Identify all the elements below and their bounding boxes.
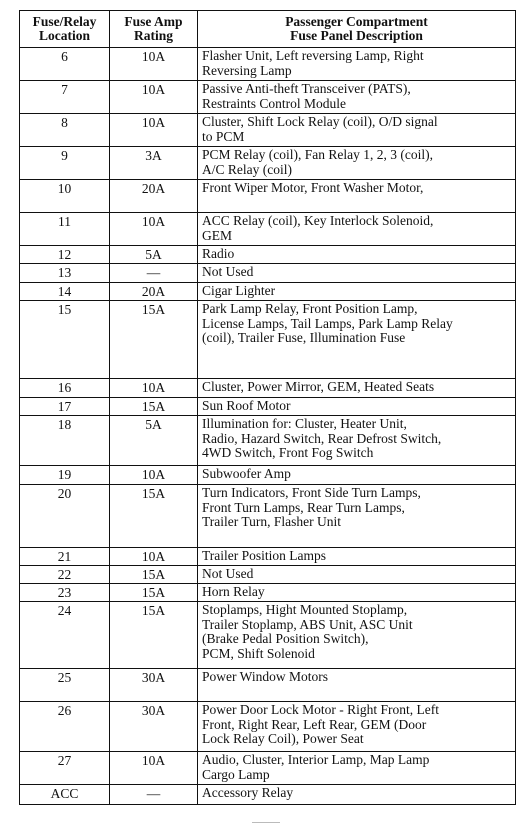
- fuse-location-cell: [20, 180, 110, 213]
- fuse-amp-cell: [110, 379, 198, 398]
- header-location-line-1: Fuse/Relay: [32, 14, 97, 29]
- fuse-description: Cluster, Power Mirror, GEM, Heated Seats: [198, 379, 516, 398]
- fuse-location-cell: [20, 48, 110, 81]
- fuse-amp-cell: [110, 147, 198, 180]
- fuse-amp-rating: 5A: [145, 417, 162, 432]
- fuse-amp-cell: [110, 81, 198, 114]
- fuse-description: Cluster, Shift Lock Relay (coil), O/D signal to PCM: [198, 114, 516, 147]
- fuse-location: 16: [57, 380, 72, 395]
- fuse-location: 20: [57, 486, 72, 501]
- fuse-description: ACC Relay (coil), Key Interlock Solenoid, GEM: [198, 213, 516, 246]
- fuse-description: Sun Roof Motor: [198, 398, 516, 416]
- fuse-amp-cell: [110, 180, 198, 213]
- table-row: [20, 114, 516, 147]
- fuse-location: 25: [57, 670, 72, 685]
- fuse-location-cell: [20, 379, 110, 398]
- fuse-amp-rating: 15A: [141, 486, 166, 501]
- fuse-amp-cell: [110, 584, 198, 602]
- fuse-location: 12: [57, 247, 72, 262]
- fuse-amp-rating: 20A: [141, 284, 166, 299]
- fuse-amp-cell: [110, 485, 198, 548]
- table-row: [20, 147, 516, 180]
- fuse-location-cell: [20, 114, 110, 147]
- fuse-amp-rating: 30A: [141, 670, 166, 685]
- fuse-location: 19: [57, 467, 72, 482]
- fuse-amp-cell: [110, 398, 198, 416]
- table-row: [20, 398, 516, 416]
- fuse-amp-rating: 10A: [141, 549, 166, 564]
- table-row: [20, 81, 516, 114]
- fuse-amp-cell: [110, 548, 198, 566]
- fuse-description: Turn Indicators, Front Side Turn Lamps, Front Turn Lamps, Rear Turn Lamps, Trailer Turn, Flasher Unit: [198, 485, 516, 548]
- header-location-line-2: Location: [38, 28, 90, 43]
- table-row: [20, 548, 516, 566]
- fuse-description: Not Used: [198, 264, 516, 283]
- fuse-description: Audio, Cluster, Interior Lamp, Map Lamp Cargo Lamp: [198, 752, 516, 785]
- fuse-amp-rating: 5A: [145, 247, 162, 262]
- fuse-location: 22: [57, 567, 72, 582]
- fuse-amp-cell: [110, 785, 198, 805]
- fuse-location-cell: [20, 466, 110, 485]
- fuse-amp-cell: [110, 48, 198, 81]
- fuse-location-cell: [20, 264, 110, 283]
- fuse-location-cell: [20, 548, 110, 566]
- fuse-location: 15: [57, 302, 72, 317]
- fuse-description: Accessory Relay: [198, 785, 516, 805]
- fuse-amp-cell: [110, 466, 198, 485]
- fuse-location: 8: [61, 115, 68, 130]
- fuse-amp-cell: [110, 702, 198, 752]
- table-row: [20, 213, 516, 246]
- fuse-description: Power Window Motors: [198, 669, 516, 702]
- fuse-location-cell: [20, 213, 110, 246]
- fuse-location: 6: [61, 49, 68, 64]
- fuse-amp-cell: [110, 264, 198, 283]
- fuse-location: 23: [57, 585, 72, 600]
- fuse-amp-rating: 30A: [141, 703, 166, 718]
- table-header-row: [20, 11, 516, 48]
- fuse-location: 18: [57, 417, 72, 432]
- table-row: [20, 485, 516, 548]
- fuse-amp-rating: 10A: [141, 115, 166, 130]
- fuse-amp-cell: [110, 416, 198, 466]
- fuse-location: ACC: [50, 786, 79, 801]
- fuse-location-cell: [20, 398, 110, 416]
- fuse-amp-cell: [110, 246, 198, 264]
- table-row: [20, 566, 516, 584]
- fuse-description: Front Wiper Motor, Front Washer Motor,: [198, 180, 516, 213]
- header-location: [20, 11, 110, 48]
- fuse-location: 17: [57, 399, 72, 414]
- fuse-location-cell: [20, 301, 110, 379]
- fuse-location: 13: [57, 265, 72, 280]
- fuse-amp-rating: 10A: [141, 214, 166, 229]
- fuse-location: 11: [58, 214, 71, 229]
- fuse-description: Passive Anti-theft Transceiver (PATS), Restraints Control Module: [198, 81, 516, 114]
- table-row: [20, 301, 516, 379]
- fuse-location: 24: [57, 603, 72, 618]
- fuse-location-cell: [20, 702, 110, 752]
- table-row: [20, 584, 516, 602]
- table-row: [20, 180, 516, 213]
- fuse-description: Flasher Unit, Left reversing Lamp, Right Reversing Lamp: [198, 48, 516, 81]
- fuse-amp-rating: 10A: [141, 467, 166, 482]
- fuse-amp-cell: [110, 213, 198, 246]
- table-row: [20, 785, 516, 805]
- fuse-location-cell: [20, 752, 110, 785]
- fuse-amp-rating: 10A: [141, 82, 166, 97]
- page-footer-mark: [252, 822, 280, 823]
- fuse-location-cell: [20, 584, 110, 602]
- fuse-location-cell: [20, 246, 110, 264]
- fuse-amp-cell: [110, 752, 198, 785]
- fuse-amp-rating: 15A: [141, 399, 166, 414]
- table-row: [20, 752, 516, 785]
- fuse-location-cell: [20, 147, 110, 180]
- fuse-location: 7: [61, 82, 68, 97]
- table-row: [20, 379, 516, 398]
- fuse-location-cell: [20, 81, 110, 114]
- fuse-description: Illumination for: Cluster, Heater Unit, Radio, Hazard Switch, Rear Defrost Switch, 4WD Switch, Front Fog Switch: [198, 416, 516, 466]
- fuse-description: PCM Relay (coil), Fan Relay 1, 2, 3 (coil), A/C Relay (coil): [198, 147, 516, 180]
- table-row: [20, 48, 516, 81]
- header-amp-line-2: Rating: [133, 28, 173, 43]
- fuse-amp-rating: 10A: [141, 380, 166, 395]
- table-row: [20, 602, 516, 669]
- fuse-description: Radio: [198, 246, 516, 264]
- fuse-location-cell: [20, 485, 110, 548]
- fuse-location-cell: [20, 566, 110, 584]
- fuse-location-cell: [20, 669, 110, 702]
- fuse-amp-cell: [110, 301, 198, 379]
- table-row: [20, 283, 516, 301]
- table-row: [20, 416, 516, 466]
- fuse-description: Power Door Lock Motor - Right Front, Left Front, Right Rear, Left Rear, GEM (Door Lock Relay Coil), Power Seat: [198, 702, 516, 752]
- header-amp-line-1: Fuse Amp: [124, 14, 183, 29]
- fuse-amp-rating: 10A: [141, 49, 166, 64]
- fuse-location: 14: [57, 284, 72, 299]
- fuse-amp-rating: —: [146, 265, 161, 280]
- fuse-amp-rating: 20A: [141, 181, 166, 196]
- fuse-amp-rating: 15A: [141, 567, 166, 582]
- fuse-location: 27: [57, 753, 72, 768]
- fuse-amp-rating: 15A: [141, 603, 166, 618]
- header-amp-rating: [110, 11, 198, 48]
- fuse-description: Subwoofer Amp: [198, 466, 516, 485]
- header-description-line-2: Fuse Panel Description: [290, 28, 423, 43]
- fuse-description: Park Lamp Relay, Front Position Lamp, License Lamps, Tail Lamps, Park Lamp Relay (coil), Trailer Fuse, Illumination Fuse: [198, 301, 516, 379]
- fuse-table-page: [19, 10, 515, 805]
- fuse-location-cell: [20, 416, 110, 466]
- header-description: [198, 11, 516, 48]
- header-description-line-1: Passenger Compartment: [285, 14, 428, 29]
- fuse-amp-rating: 15A: [141, 585, 166, 600]
- fuse-amp-rating: —: [146, 786, 161, 801]
- table-row: [20, 264, 516, 283]
- table-row: [20, 466, 516, 485]
- fuse-description: Stoplamps, Hight Mounted Stoplamp, Trailer Stoplamp, ABS Unit, ASC Unit (Brake Pedal Position Switch), PCM, Shift Solenoid: [198, 602, 516, 669]
- fuse-location-cell: [20, 785, 110, 805]
- fuse-location: 21: [57, 549, 72, 564]
- table-row: [20, 702, 516, 752]
- fuse-location: 10: [57, 181, 72, 196]
- fuse-amp-cell: [110, 566, 198, 584]
- fuse-description: Horn Relay: [198, 584, 516, 602]
- fuse-location-cell: [20, 602, 110, 669]
- fuse-location: 26: [57, 703, 72, 718]
- fuse-table-body: [20, 48, 516, 805]
- fuse-amp-cell: [110, 669, 198, 702]
- fuse-location-cell: [20, 283, 110, 301]
- fuse-description: Not Used: [198, 566, 516, 584]
- fuse-amp-cell: [110, 602, 198, 669]
- fuse-amp-cell: [110, 283, 198, 301]
- table-row: [20, 669, 516, 702]
- fuse-description: Trailer Position Lamps: [198, 548, 516, 566]
- fuse-amp-cell: [110, 114, 198, 147]
- fuse-amp-rating: 15A: [141, 302, 166, 317]
- fuse-amp-rating: 3A: [145, 148, 162, 163]
- fuse-location: 9: [61, 148, 68, 163]
- fuse-description: Cigar Lighter: [198, 283, 516, 301]
- fuse-amp-rating: 10A: [141, 753, 166, 768]
- table-row: [20, 246, 516, 264]
- fuse-panel-table: [19, 10, 516, 805]
